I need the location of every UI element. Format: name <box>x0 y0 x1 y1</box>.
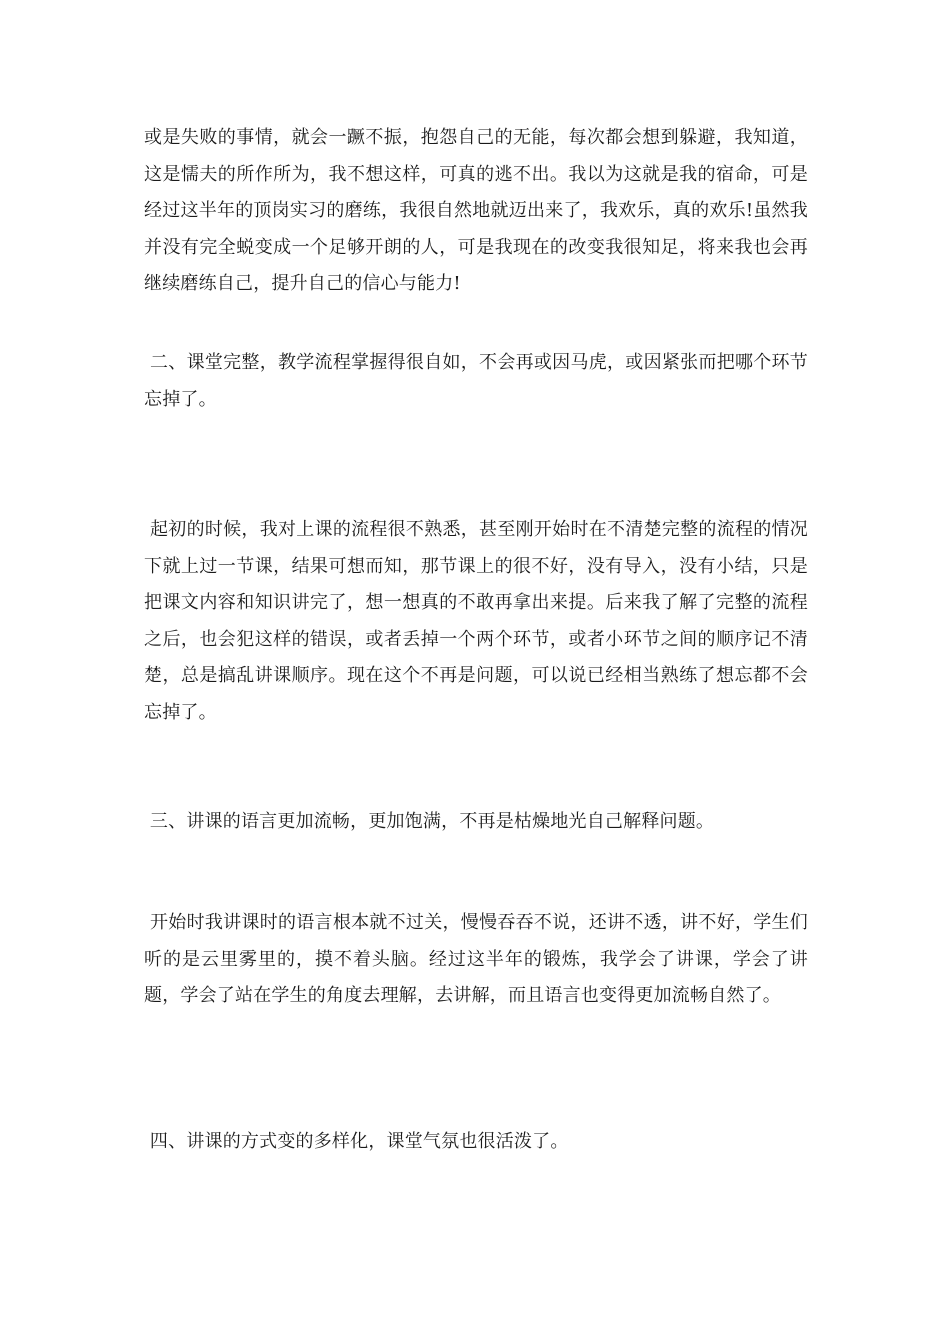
section-heading-3: 三、讲课的语言更加流畅，更加饱满，不再是枯燥地光自己解释问题。 <box>144 811 715 832</box>
paragraph-body-1: 或是失败的事情，就会一蹶不振，抱怨自己的无能，每次都会想到躲避，我知道，这是懦夫的所作所为，我不想这样，可真的逃不出。我以为这就是我的宿命，可是经过这半年的顶岗实习的磨练，我很自然地就迈出来了，我欢乐，真的欢乐!虽然我并没有完全蜕变成一个足够开朗的人，可是我现在的改变我很知足，将来我也会再继续磨练自己，提升自己的信心与能力! <box>144 127 808 294</box>
paragraph-body-2: 起初的时候，我对上课的流程很不熟悉，甚至刚开始时在不清楚完整的流程的情况下就上过一节课，结果可想而知，那节课上的很不好，没有导入，没有小结，只是把课文内容和知识讲完了，想一想真的不敢再拿出来提。后来我了解了完整的流程之后，也会犯这样的错误，或者丢掉一个两个环节，或者小环节之间的顺序记不清楚，总是搞乱讲课顺序。现在这个不再是问题，可以说已经相当熟练了想忘都不会忘掉了。 <box>144 519 809 723</box>
section-heading-2: 二、课堂完整，教学流程掌握得很自如，不会再或因马虎，或因紧张而把哪个环节忘掉了。 <box>144 352 809 410</box>
section-heading-4: 四、讲课的方式变的多样化，课堂气氛也很活泼了。 <box>144 1131 569 1152</box>
paragraph-body-3: 开始时我讲课时的语言根本就不过关，慢慢吞吞不说，还讲不透，讲不好，学生们听的是云里雾里的，摸不着头脑。经过这半年的锻炼，我学会了讲课，学会了讲题，学会了站在学生的角度去理解，去讲解，而且语言也变得更加流畅自然了。 <box>144 912 809 1006</box>
